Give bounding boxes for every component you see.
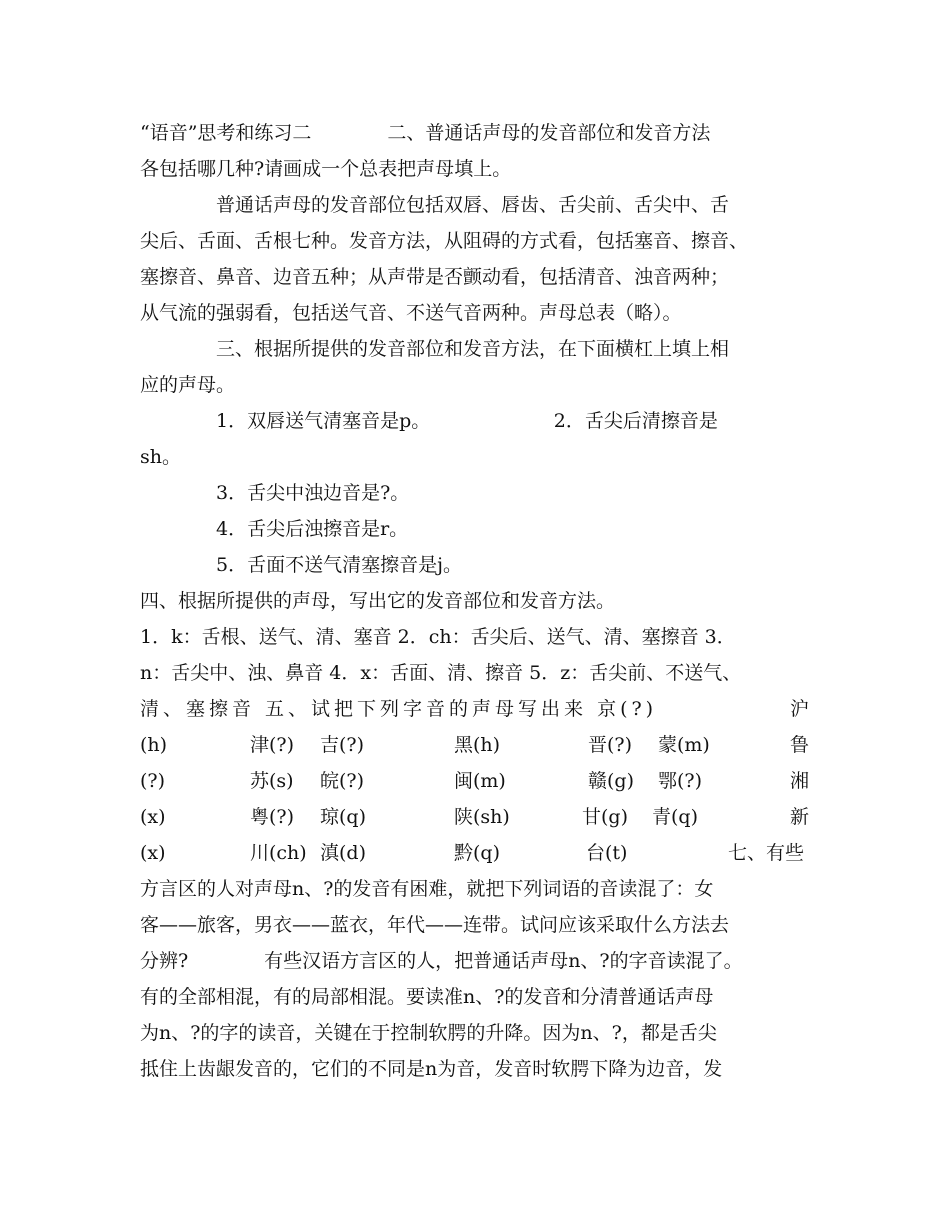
text-line: n：舌尖中、浊、鼻音 4．x：舌面、清、擦音 5．z：舌尖前、不送气、 [140,662,742,684]
initials-cell: 苏(s) [250,770,294,792]
initials-cell: 鄂(?) [658,770,703,792]
initials-cell: 黑(h) [454,734,501,756]
text-line: 为n、?的字的读音，关键在于控制软腭的升降。因为n、?，都是舌尖 [140,1022,717,1044]
text-line: 方言区的人对声母n、?的发音有困难，就把下列词语的音读混了：女 [140,878,714,900]
initials-cell: (?) [140,770,166,792]
initials-cell: 吉(?) [320,734,365,756]
text-line: 抵住上齿龈发音的，它们的不同是n为音，发音时软腭下降为边音，发 [140,1058,723,1080]
line-text-right: 沪 [790,698,810,720]
line-text: 清、塞擦音 五、试把下列字音的声母写出来 京(?) [140,698,658,720]
text-line: “语音”思考和练习二 二、普通话声母的发音部位和发音方法 [140,122,711,144]
initials-row [140,799,818,835]
initials-cell: 甘(g) [582,806,628,828]
text-line: 三、根据所提供的发音部位和发音方法，在下面横杠上填上相 [216,338,730,360]
text-line: 四、根据所提供的声母，写出它的发音部位和发音方法。 [140,590,616,612]
text-line: 普通话声母的发音部位包括双唇、唇齿、舌尖前、舌尖中、舌 [216,194,730,216]
text-line: 从气流的强弱看，包括送气音、不送气音两种。声母总表（略）。 [140,302,682,324]
initials-row [140,727,818,763]
initials-cell: 鲁 [790,734,810,756]
text-line: 尖后、舌面、舌根七种。发音方法，从阻碍的方式看，包括塞音、擦音、 [140,230,749,252]
initials-cell: 琼(q) [320,806,366,828]
text-line: 塞擦音、鼻音、边音五种；从声带是否颤动看，包括清音、浊音两种； [140,266,730,288]
text-line: 5．舌面不送气清塞擦音是j。 [216,554,462,576]
initials-cell: 台(t) [586,842,628,864]
text-line: 1．k：舌根、送气、清、塞音 2．ch：舌尖后、送气、清、塞擦音 3． [140,626,736,648]
initials-cell: 陕(sh) [454,806,510,828]
initials-cell: 蒙(m) [658,734,710,756]
initials-row [140,835,818,871]
initials-cell: 湘 [790,770,810,792]
initials-cell: 川(ch) [250,842,307,864]
document-page [140,115,818,1087]
text-line: sh。 [140,446,181,468]
initials-cell: 滇(d) [320,842,366,864]
initials-cell: 津(?) [250,734,295,756]
text-line: 应的声母。 [140,374,236,396]
initials-cell: 青(q) [652,806,698,828]
initials-cell: 新 [790,806,810,828]
initials-cell: (x) [140,806,166,828]
initials-cell: 粤(?) [250,806,295,828]
initials-cell: (x) [140,842,166,864]
text-line: 3．舌尖中浊边音是?。 [216,482,410,504]
text-line: 有的全部相混，有的局部相混。要读准n、?的发音和分清普通话声母 [140,986,714,1008]
text-line [140,691,818,727]
initials-cell: 七、有些 [728,842,805,864]
text-line: 各包括哪几种?请画成一个总表把声母填上。 [140,158,512,180]
initials-row [140,763,818,799]
text-line: 4．舌尖后浊擦音是r。 [216,518,409,540]
initials-cell: 皖(?) [320,770,365,792]
text-line: 分辨? 有些汉语方言区的人，把普通话声母n、?的字音读混了。 [140,950,743,972]
initials-cell: 晋(?) [588,734,633,756]
text-line: 1．双唇送气清塞音是p。 2．舌尖后清擦音是 [216,410,718,432]
text-line: 客——旅客，男衣——蓝衣，年代——连带。试问应该采取什么方法去 [140,914,730,936]
initials-cell: 赣(g) [588,770,634,792]
initials-cell: 黔(q) [454,842,500,864]
initials-cell: 闽(m) [454,770,506,792]
initials-cell: (h) [140,734,168,756]
